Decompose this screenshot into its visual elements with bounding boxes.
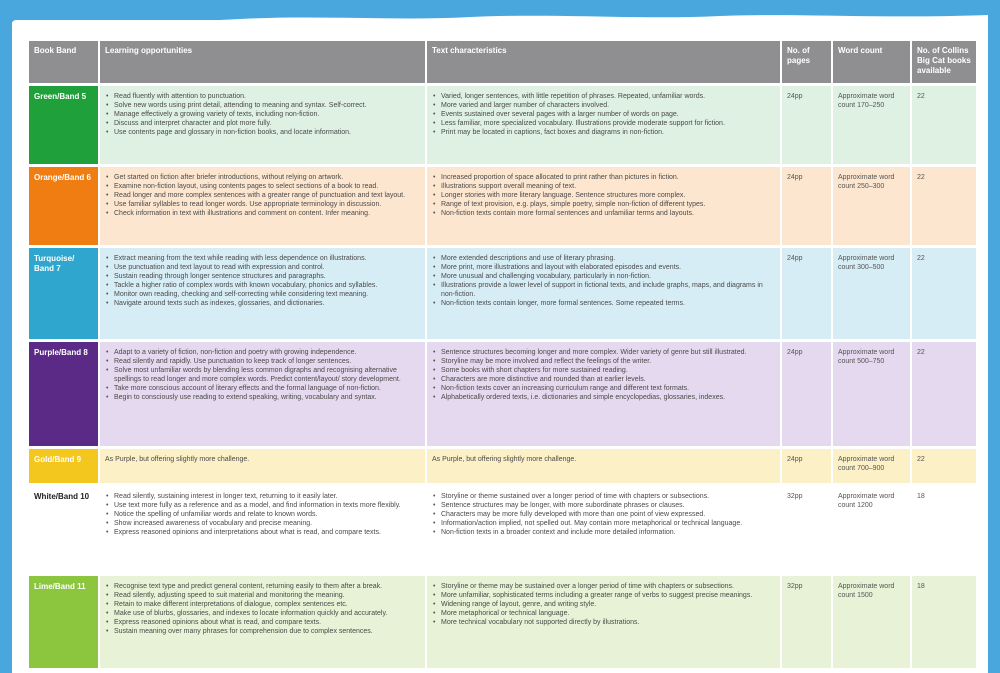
list-item: • More print, more illustrations and layout with elaborated episodes and events.	[432, 263, 775, 272]
list-item: • Storyline or theme sustained over a longer period of time with chapters or subsections.	[432, 492, 775, 501]
list-item: • Print may be located in captions, fact boxes and diagrams in non-fiction.	[432, 128, 775, 137]
books-available-cell: 22	[912, 248, 976, 339]
list-item: • Recognise text type and predict general content, returning easily to them after a break.	[105, 582, 420, 591]
table-row-lime-band-11	[29, 576, 976, 668]
table-row-gold-band-9	[29, 449, 976, 483]
list-item: • Use punctuation and text layout to read with expression and control.	[105, 263, 420, 272]
list-item: • Non-fiction texts in a broader context and include more detailed information.	[432, 528, 775, 537]
list-item: • Adapt to a variety of fiction, non-fiction and poetry with growing independence.	[105, 348, 420, 357]
header-text-characteristics: Text characteristics	[427, 41, 780, 83]
pages-cell: 24pp	[782, 167, 831, 245]
word-count-cell: Approximate word count 1500	[833, 576, 910, 668]
pages-cell: 24pp	[782, 342, 831, 446]
learning-cell	[100, 486, 425, 573]
list-item: • Non-fiction texts contain more formal sentences and unfamiliar terms and layouts.	[432, 209, 775, 218]
list-item: • Characters are more distinctive and rounded than at earlier levels.	[432, 375, 775, 384]
band-label: Gold/Band 9	[29, 449, 98, 483]
list-item: • Monitor own reading, checking and self-correcting while considering text meaning.	[105, 290, 420, 299]
header-book-band: Book Band	[29, 41, 98, 83]
text-cell	[427, 342, 780, 446]
list-item: • Tackle a higher ratio of complex words with known vocabulary, phonics and syllables.	[105, 281, 420, 290]
list-item: • Check information in text with illustrations and comment on content. Infer meaning.	[105, 209, 420, 218]
books-available-cell: 22	[912, 167, 976, 245]
band-label: Green/Band 5	[29, 86, 98, 164]
pages-cell: 32pp	[782, 576, 831, 668]
list-item: • Begin to consciously use reading to extend speaking, writing, vocabulary and syntax.	[105, 393, 420, 402]
text-cell	[427, 86, 780, 164]
list-item: • Storyline or theme may be sustained over a longer period of time with chapters or subsections.	[432, 582, 775, 591]
list-item: • Non-fiction texts cover an increasing curriculum range and different text formats.	[432, 384, 775, 393]
list-item: • Illustrations provide a lower level of support in fictional texts, and include graphs, maps, and diagrams in non-fiction.	[432, 281, 775, 299]
table-row-white-band-10	[29, 486, 976, 573]
list-item: • Alphabetically ordered texts, i.e. dictionaries and simple encyclopedias, glossaries, indexes.	[432, 393, 775, 402]
list-item: • Characters may be more fully developed with more than one point of view expressed.	[432, 510, 775, 519]
header-word-count: Word count	[833, 41, 910, 83]
books-available-cell: 22	[912, 342, 976, 446]
word-count-cell: Approximate word count 1200	[833, 486, 910, 573]
list-item: • Use text more fully as a reference and as a model, and find information in texts more flexibly.	[105, 501, 420, 510]
pages-cell: 24pp	[782, 449, 831, 483]
word-count-cell: Approximate word count 300–500	[833, 248, 910, 339]
band-label: Lime/Band 11	[29, 576, 98, 668]
list-item: • Increased proportion of space allocated to print rather than pictures in fiction.	[432, 173, 775, 182]
list-item: • Sentence structures becoming longer and more complex. Wider variety of genre but still illustrated.	[432, 348, 775, 357]
band-label: Orange/Band 6	[29, 167, 98, 245]
band-label: White/Band 10	[29, 486, 98, 573]
pages-cell: 24pp	[782, 86, 831, 164]
learning-cell	[100, 576, 425, 668]
word-count-cell: Approximate word count 700–900	[833, 449, 910, 483]
table-row-purple-band-8	[29, 342, 976, 446]
learning-cell: As Purple, but offering slightly more challenge.	[100, 449, 425, 483]
list-item: • Make use of blurbs, glossaries, and indexes to locate information quickly and accurately.	[105, 609, 420, 618]
list-item: • Storyline may be more involved and reflect the feelings of the writer.	[432, 357, 775, 366]
list-item: • Use familiar syllables to read longer words. Use appropriate terminology in discussion.	[105, 200, 420, 209]
list-item: • Sustain meaning over many phrases for comprehension due to complex sentences.	[105, 627, 420, 636]
list-item: • Illustrations support overall meaning of text.	[432, 182, 775, 191]
band-label: Turquoise/ Band 7	[29, 248, 98, 339]
learning-cell	[100, 342, 425, 446]
list-item: • Less familiar, more specialized vocabulary. Illustrations provide moderate support for fiction.	[432, 119, 775, 128]
list-item: • More extended descriptions and use of literary phrasing.	[432, 254, 775, 263]
text-cell	[427, 248, 780, 339]
list-item: • Express reasoned opinions about what is read, and compare texts.	[105, 618, 420, 627]
list-item: • Widening range of layout, genre, and writing style.	[432, 600, 775, 609]
pages-cell: 32pp	[782, 486, 831, 573]
text-cell: As Purple, but offering slightly more challenge.	[427, 449, 780, 483]
text-cell	[427, 576, 780, 668]
list-item: • More unusual and challenging vocabulary, particularly in non-fiction.	[432, 272, 775, 281]
band-label: Purple/Band 8	[29, 342, 98, 446]
list-item: • Events sustained over several pages with a larger number of words on page.	[432, 110, 775, 119]
list-item: • Some books with short chapters for more sustained reading.	[432, 366, 775, 375]
word-count-cell: Approximate word count 250–300	[833, 167, 910, 245]
list-item: • Sentence structures may be longer, with more subordinate phrases or clauses.	[432, 501, 775, 510]
learning-cell	[100, 167, 425, 245]
list-item: • More varied and larger number of characters involved.	[432, 101, 775, 110]
list-item: • Navigate around texts such as indexes, glossaries, and dictionaries.	[105, 299, 420, 308]
pages-cell: 24pp	[782, 248, 831, 339]
list-item: • Notice the spelling of unfamiliar words and relate to known words.	[105, 510, 420, 519]
list-item: • Show increased awareness of vocabulary and precise meaning.	[105, 519, 420, 528]
header-learning-opportunities: Learning opportunities	[100, 41, 425, 83]
list-item: • Manage effectively a growing variety of texts, including non-fiction.	[105, 110, 420, 119]
list-item: • Solve new words using print detail, attending to meaning and syntax. Self-correct.	[105, 101, 420, 110]
list-item: • More technical vocabulary not supported directly by illustrations.	[432, 618, 775, 627]
list-item: • More unfamiliar, sophisticated terms including a greater range of verbs to suggest precise meanings.	[432, 591, 775, 600]
list-item: • More metaphorical or technical language.	[432, 609, 775, 618]
books-available-cell: 22	[912, 449, 976, 483]
list-item: • Range of text provision, e.g. plays, simple poetry, simple non-fiction of different types.	[432, 200, 775, 209]
learning-cell	[100, 86, 425, 164]
list-item: • Read silently and rapidly. Use punctuation to keep track of longer sentences.	[105, 357, 420, 366]
word-count-cell: Approximate word count 500–750	[833, 342, 910, 446]
books-available-cell: 18	[912, 576, 976, 668]
list-item: • Read silently, sustaining interest in longer text, returning to it easily later.	[105, 492, 420, 501]
list-item: • Read fluently with attention to punctuation.	[105, 92, 420, 101]
table-row-orange-band-6	[29, 167, 976, 245]
list-item: • Read silently, adjusting speed to suit material and monitoring the meaning.	[105, 591, 420, 600]
list-item: • Retain to make different interpretations of dialogue, complex sentences etc.	[105, 600, 420, 609]
list-item: • Sustain reading through longer sentence structures and paragraphs.	[105, 272, 420, 281]
list-item: • Longer stories with more literary language. Sentence structures more complex.	[432, 191, 775, 200]
list-item: • Varied, longer sentences, with little repetition of phrases. Repeated, unfamiliar words.	[432, 92, 775, 101]
list-item: • Take more conscious account of literary effects and the formal language of non-fiction.	[105, 384, 420, 393]
word-count-cell: Approximate word count 170–250	[833, 86, 910, 164]
list-item: • Examine non-fiction layout, using contents pages to select sections of a book to read.	[105, 182, 420, 191]
books-available-cell: 18	[912, 486, 976, 573]
list-item: • Solve most unfamiliar words by blending less common digraphs and recognising alternative spellings to read longer and more complex words. Predict content/layout/ story development.	[105, 366, 420, 384]
text-cell	[427, 167, 780, 245]
list-item: • Extract meaning from the text while reading with less dependence on illustrations.	[105, 254, 420, 263]
table-row-green-band-5	[29, 86, 976, 164]
header-books-available: No. of Collins Big Cat books available	[912, 41, 976, 83]
learning-cell	[100, 248, 425, 339]
list-item: • Read longer and more complex sentences with a greater range of punctuation and text layout.	[105, 191, 420, 200]
book-band-table	[27, 38, 978, 671]
table-row-turquoise-band-7	[29, 248, 976, 339]
list-item: • Non-fiction texts contain longer, more formal sentences. Some repeated terms.	[432, 299, 775, 308]
list-item: • Discuss and interpret character and plot more fully.	[105, 119, 420, 128]
header-no-of-pages: No. of pages	[782, 41, 831, 83]
header-row	[29, 41, 976, 83]
list-item: • Express reasoned opinions and interpretations about what is read, and compare texts.	[105, 528, 420, 537]
text-cell	[427, 486, 780, 573]
books-available-cell: 22	[912, 86, 976, 164]
list-item: • Get started on fiction after briefer introductions, without relying on artwork.	[105, 173, 420, 182]
list-item: • Use contents page and glossary in non-fiction books, and locate information.	[105, 128, 420, 137]
list-item: • Information/action implied, not spelled out. May contain more metaphorical or technical language.	[432, 519, 775, 528]
